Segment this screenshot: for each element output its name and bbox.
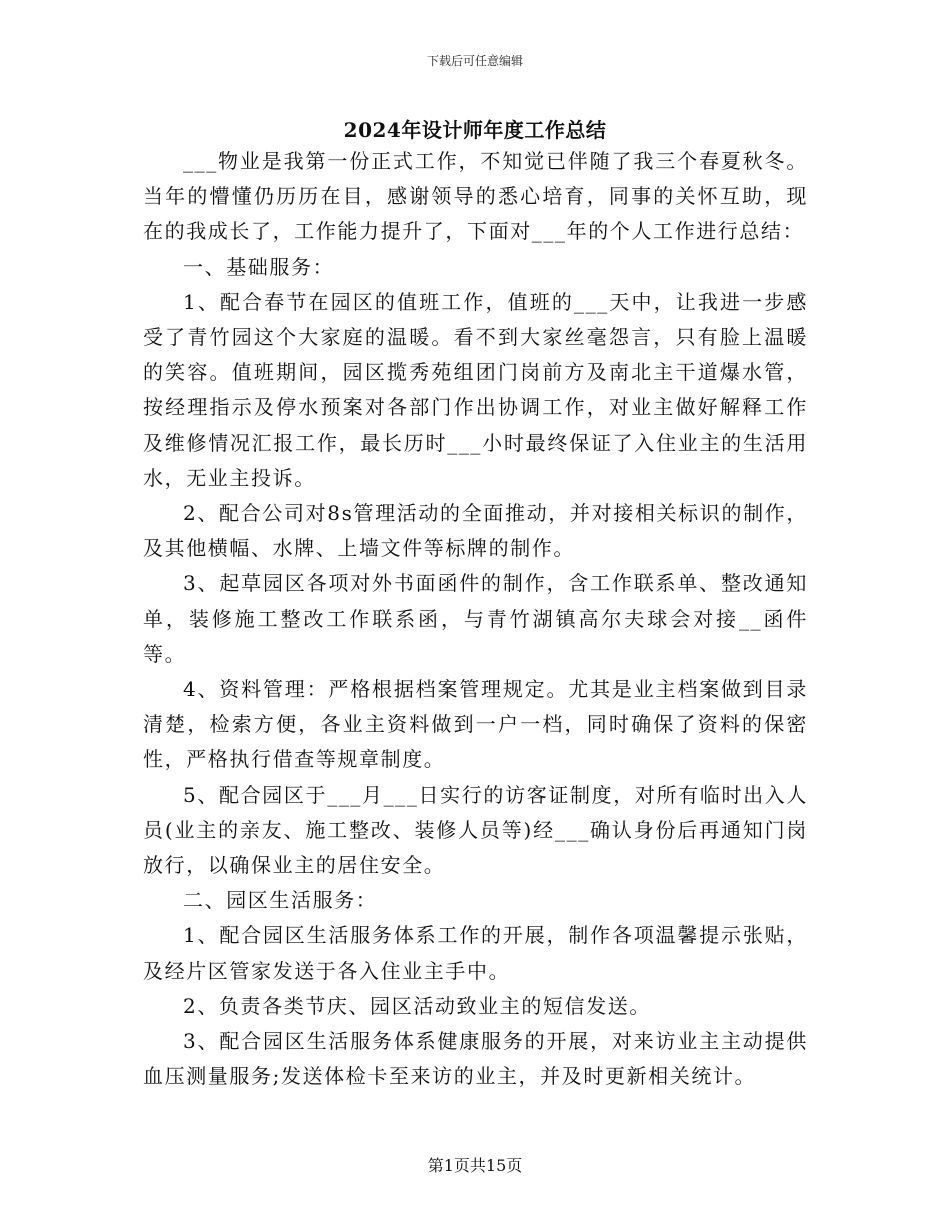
document-title: 2024年设计师年度工作总结	[343, 118, 607, 142]
page-footer: 第1页共15页	[427, 1156, 523, 1175]
section-heading-life-services: 二、园区生活服务：	[183, 888, 378, 913]
paragraph-basic-2: 2、配合公司对8s管理活动的全面推动，并对接相关标识的制作，及其他横幅、水牌、上墙文件等标牌的制作。	[143, 501, 808, 561]
section-heading-basic-services: 一、基础服务：	[183, 254, 335, 279]
paragraph-basic-3: 3、起草园区各项对外书面函件的制作，含工作联系单、整改通知单，装修施工整改工作联系函，与青竹湖镇高尔夫球会对接__函件等。	[143, 571, 808, 666]
document-body	[143, 144, 808, 1094]
intro-paragraph: ___物业是我第一份正式工作，不知觉已伴随了我三个春夏秋冬。当年的懵懂仍历历在目，感谢领导的悉心培育，同事的关怀互助，现在的我成长了，工作能力提升了，下面对___年的个人工作进行总结：	[143, 149, 808, 244]
paragraph-basic-4: 4、资料管理：严格根据档案管理规定。尤其是业主档案做到目录清楚，检索方便，各业主资料做到一户一档，同时确保了资料的保密性，严格执行借查等规章制度。	[143, 677, 808, 772]
paragraph-basic-1: 1、配合春节在园区的值班工作，值班的___天中，让我进一步感受了青竹园这个大家庭的温暖。看不到大家丝毫怨言，只有脸上温暖的笑容。值班期间，园区揽秀苑组团门岗前方及南北主干道爆水管，按经理指示及停水预案对各部门作出协调工作，对业主做好解释工作及维修情况汇报工作，最长历时___小时最终保证了入住业主的生活用水，无业主投诉。	[143, 289, 808, 490]
paragraph-life-2: 2、负责各类节庆、园区活动致业主的短信发送。	[183, 993, 651, 1018]
paragraph-life-3: 3、配合园区生活服务体系健康服务的开展，对来访业主主动提供血压测量服务;发送体检卡至来访的业主，并及时更新相关统计。	[143, 1029, 808, 1089]
paragraph-life-1: 1、配合园区生活服务体系工作的开展，制作各项温馨提示张贴，及经片区管家发送于各入住业主手中。	[143, 923, 808, 983]
header-note: 下载后可任意编辑	[426, 54, 523, 68]
paragraph-basic-5: 5、配合园区于___月___日实行的访客证制度，对所有临时出入人员(业主的亲友、施工整改、装修人员等)经___确认身份后再通知门岗放行，以确保业主的居住安全。	[143, 782, 808, 878]
